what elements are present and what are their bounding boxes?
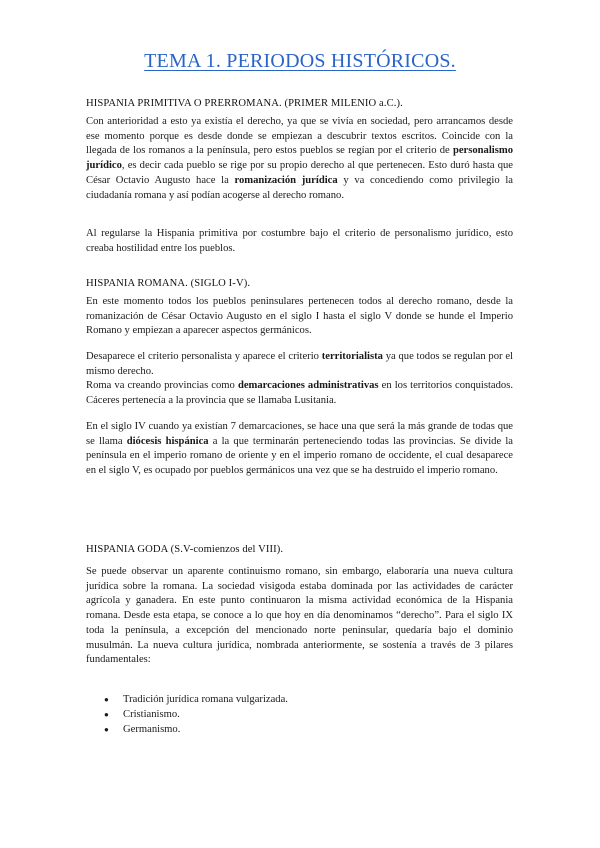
list-item: ● Cristianismo.	[86, 707, 288, 722]
pillars-list	[86, 692, 288, 737]
list-item: ● Germanismo.	[86, 722, 288, 737]
paragraph: Roma va creando provincias como demarcaciones administrativas en los territorios conquistados. Cáceres pertenecía a la provincia que se llamaba Lusitania.	[86, 380, 513, 406]
page-title: TEMA 1. PERIODOS HISTÓRICOS.	[144, 50, 456, 72]
paragraph: Desaparece el criterio personalista y aparece el criterio territorialista ya que todos se regulan por el mismo derecho.	[86, 351, 513, 377]
paragraph: Al regularse la Hispania primitiva por costumbre bajo el criterio de personalismo jurídico, esto creaba hostilidad entre los pueblos.	[86, 228, 513, 254]
paragraph: En el siglo IV cuando ya existían 7 demarcaciones, se hace una que será la más grande de todas que se llama diócesis hispánica a la que terminarán perteneciendo todas las provincias. Se divide la península en el imperio romano de oriente y en el imperio romano de occidente, el cual desaparece en el siglo V, es ocupado por pueblos germánicos una vez que se ha destruido el imperio romano.	[86, 421, 513, 477]
paragraph: Se puede observar un aparente continuismo romano, sin embargo, elaboraría una nueva cultura jurídica sobre la romana. La sociedad visigoda estaba dominada por las actividades de carácter agrícola y ganadera. En este punto continuaron la misma actividad económica de la Hispania romana. Desde esta etapa, se conoce a lo que hoy en día denominamos “derecho”. Para el siglo IX toda la península, a excepción del mencionado norte peninsular, quedaría bajo el dominio musulmán. La nueva cultura jurídica, nombrada anteriormente, se sostenía a través de 3 pilares fundamentales:	[86, 566, 513, 666]
section-heading-hispania-goda: HISPANIA GODA (S.V-comienzos del VIII).	[86, 544, 284, 555]
list-item: ● Tradición jurídica romana vulgarizada.	[86, 692, 288, 707]
section-heading-hispania-romana: HISPANIA ROMANA. (SIGLO I-V).	[86, 278, 251, 289]
paragraph: En este momento todos los pueblos peninsulares pertenecen todos al derecho romano, desde la romanización de César Octavio Augusto en el siglo I hasta el siglo V donde se hunde el Imperio Romano y empiezan a aparecer aspectos germánicos.	[86, 296, 513, 337]
section-heading-hispania-primitiva: HISPANIA PRIMITIVA O PRERROMANA. (PRIMER MILENIO a.C.).	[86, 98, 403, 109]
paragraph: Con anterioridad a esto ya existía el derecho, ya que se vivía en sociedad, pero arrancamos desde ese momento porque es desde donde se empiezan a descubrir textos escritos. Coincide con la llegada de los romanos a la península, pero estos pueblos se regían por el criterio de personalismo jurídico, es decir cada pueblo se rige por su propio derecho al que pertenecen. Esto duró hasta que César Octavio Augusto hace la romanización jurídica y va concediendo como privilegio la ciudadanía romana y así podían acogerse al derecho romano.	[86, 116, 513, 201]
